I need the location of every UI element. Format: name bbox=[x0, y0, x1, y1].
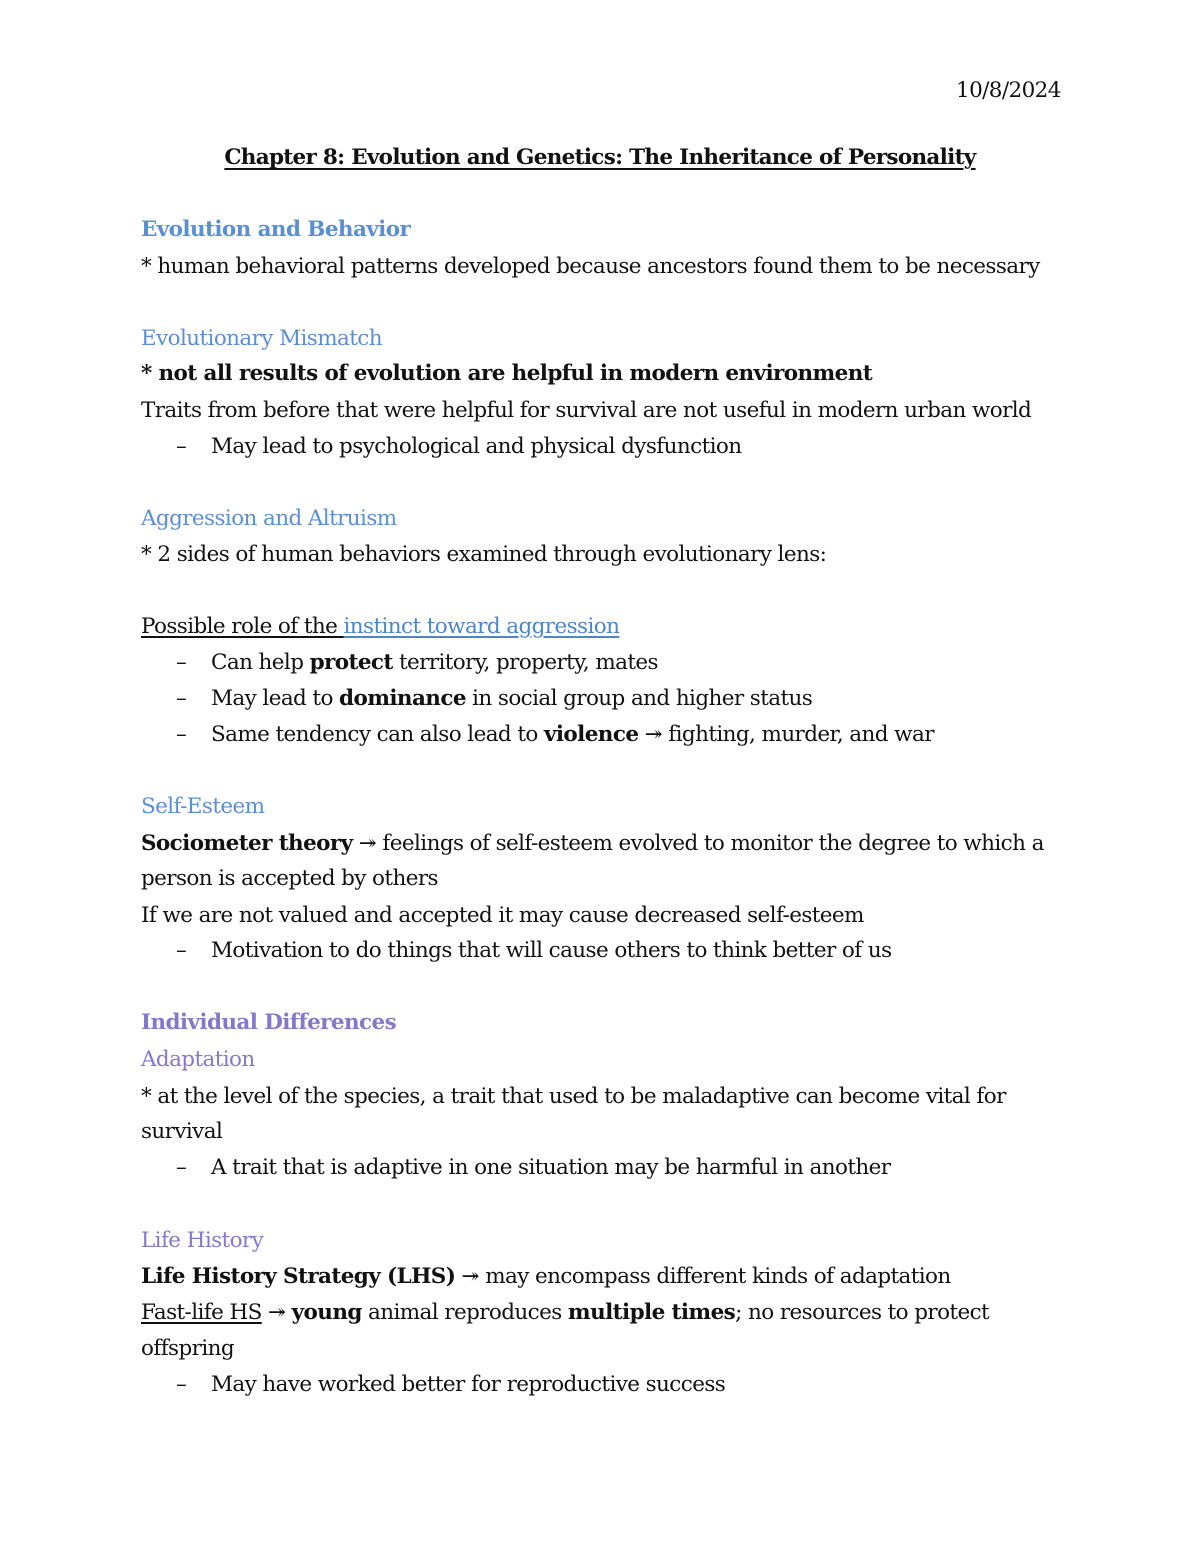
bullet-dash: – bbox=[176, 1155, 187, 1180]
text-line: survival bbox=[141, 1119, 223, 1144]
bullet-dash: – bbox=[176, 938, 187, 963]
bullet-dash: – bbox=[176, 434, 187, 459]
text-line: Sociometer theory ↠ feelings of self-esteem evolved to monitor the degree to which a bbox=[141, 831, 1044, 856]
heading-individual-differences: Individual Differences bbox=[141, 1010, 397, 1035]
bullet-item: Motivation to do things that will cause others to think better of us bbox=[211, 938, 892, 963]
subheading-adaptation: Adaptation bbox=[141, 1047, 255, 1072]
role-line bbox=[141, 612, 619, 642]
text-line: offspring bbox=[141, 1336, 235, 1361]
subheading-life-history: Life History bbox=[141, 1228, 264, 1253]
instinct-link[interactable]: instinct toward aggression bbox=[343, 614, 620, 639]
heading-aggression-altruism: Aggression and Altruism bbox=[141, 506, 397, 531]
text-line: Traits from before that were helpful for survival are not useful in modern urban world bbox=[141, 398, 1032, 423]
role-prefix: Possible role of the bbox=[141, 614, 344, 639]
bullet-item: May lead to dominance in social group and higher status bbox=[211, 686, 813, 711]
page-title: Chapter 8: Evolution and Genetics: The Inheritance of Personality bbox=[224, 145, 976, 170]
bullet-item: May lead to psychological and physical dysfunction bbox=[211, 434, 742, 459]
bullet-dash: – bbox=[176, 1372, 187, 1397]
bullet-item: A trait that is adaptive in one situation may be harmful in another bbox=[211, 1155, 891, 1180]
bullet-item: Same tendency can also lead to violence ↠ fighting, murder, and war bbox=[211, 722, 934, 747]
heading-evolution-behavior: Evolution and Behavior bbox=[141, 217, 411, 242]
date: 10/8/2024 bbox=[956, 78, 1061, 103]
text-line: If we are not valued and accepted it may cause decreased self-esteem bbox=[141, 903, 864, 928]
bullet-dash: – bbox=[176, 722, 187, 747]
bullet-item: May have worked better for reproductive success bbox=[211, 1372, 726, 1397]
text-line: * at the level of the species, a trait that used to be maladaptive can become vital for bbox=[141, 1084, 1006, 1109]
bullet-item: Can help protect territory, property, mates bbox=[211, 650, 658, 675]
text-line: Life History Strategy (LHS) ↠ may encompass different kinds of adaptation bbox=[141, 1264, 951, 1289]
text-line: * human behavioral patterns developed because ancestors found them to be necessary bbox=[141, 254, 1040, 279]
heading-self-esteem: Self-Esteem bbox=[141, 794, 265, 819]
heading-evolutionary-mismatch: Evolutionary Mismatch bbox=[141, 326, 382, 351]
text-line: * 2 sides of human behaviors examined through evolutionary lens: bbox=[141, 542, 827, 567]
text-line: * not all results of evolution are helpful in modern environment bbox=[141, 361, 873, 386]
text-line: person is accepted by others bbox=[141, 866, 438, 891]
bullet-dash: – bbox=[176, 650, 187, 675]
text-line: Fast-life HS ↠ young animal reproduces multiple times; no resources to protect bbox=[141, 1300, 990, 1325]
bullet-dash: – bbox=[176, 686, 187, 711]
